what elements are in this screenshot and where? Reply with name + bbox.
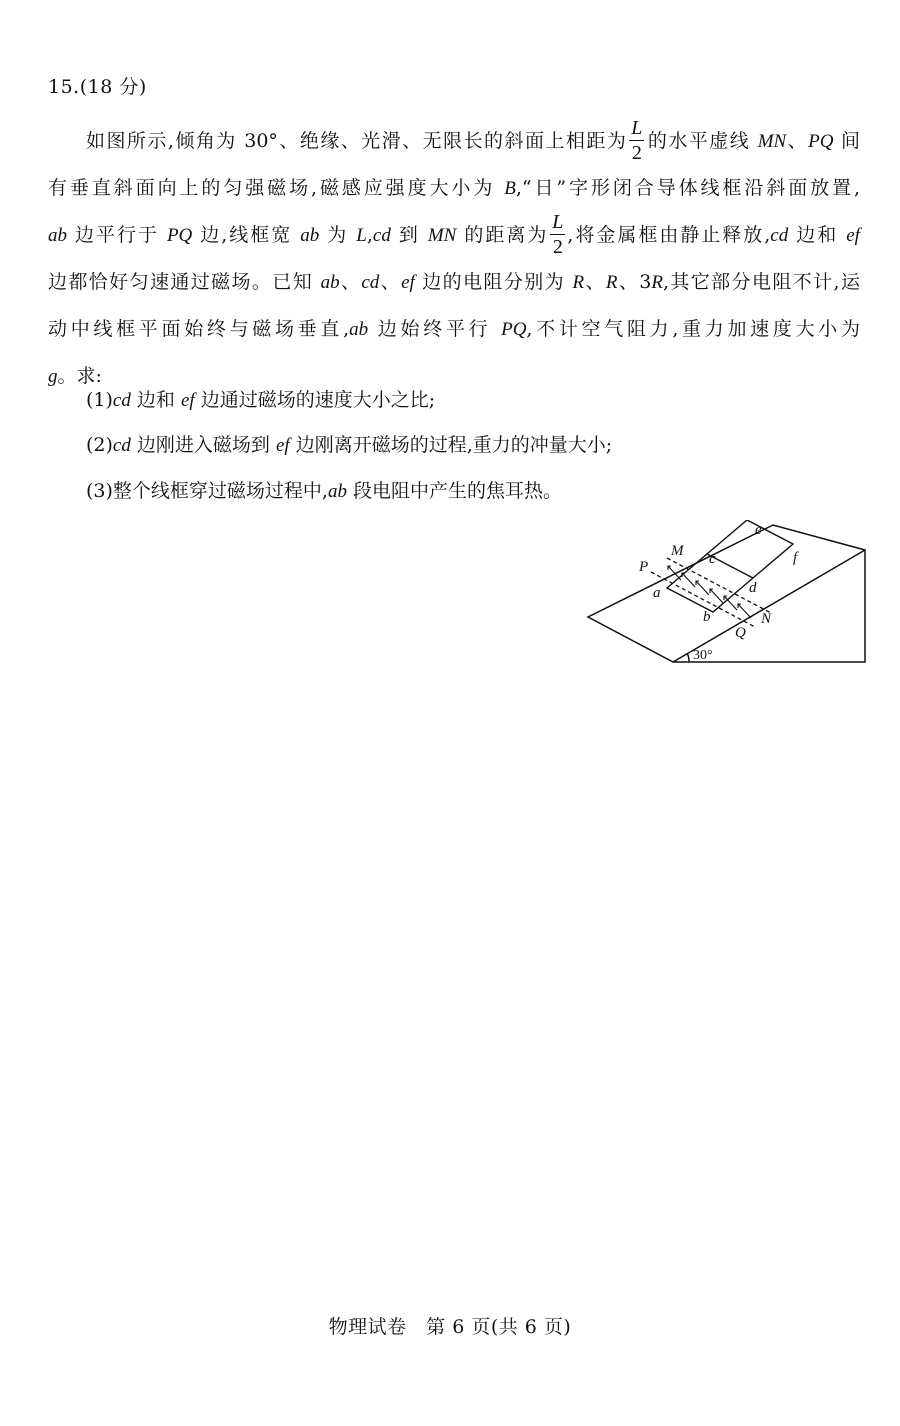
question-stem bbox=[48, 118, 860, 400]
var-cd: cd bbox=[770, 225, 789, 246]
text: ,不计空气阻力,重力加速度大小为 bbox=[526, 318, 860, 340]
var-ef: ef bbox=[275, 435, 290, 456]
incline-magnetic-field-figure bbox=[585, 520, 870, 665]
fraction-numerator: L bbox=[631, 116, 643, 139]
text: 有垂直斜面向上的匀强磁场,磁感应强度大小为 bbox=[48, 177, 505, 199]
text: 。求: bbox=[57, 365, 102, 387]
fraction-denominator: 2 bbox=[552, 235, 563, 258]
incline-outline bbox=[588, 525, 865, 662]
text: 到 bbox=[390, 224, 428, 246]
stem-line-2 bbox=[48, 165, 860, 212]
text: 边和 bbox=[788, 224, 847, 246]
text: (1) bbox=[86, 389, 113, 411]
text: , bbox=[366, 224, 373, 246]
label-d: d bbox=[749, 580, 757, 596]
text: 动中线框平面始终与磁场垂直, bbox=[48, 318, 350, 340]
text: 间 bbox=[833, 130, 860, 152]
text: 边和 bbox=[130, 389, 181, 411]
text: 边始终平行 bbox=[368, 318, 502, 340]
var-r: R bbox=[605, 272, 618, 293]
text: 边通过磁场的速度大小之比; bbox=[194, 389, 436, 411]
label-e: e bbox=[755, 522, 762, 538]
var-ef: ef bbox=[846, 225, 860, 246]
label-c: c bbox=[709, 551, 716, 567]
var-mn: MN bbox=[757, 131, 787, 152]
fraction-bar bbox=[550, 234, 565, 235]
var-ef: ef bbox=[180, 390, 195, 411]
var-pq: PQ bbox=[166, 225, 193, 246]
stem-line-5 bbox=[48, 306, 860, 353]
fraction-denominator: 2 bbox=[631, 141, 642, 164]
var-ab: ab bbox=[349, 319, 369, 340]
var-ab: ab bbox=[48, 225, 67, 246]
angle-arc bbox=[687, 653, 689, 662]
var-b: B bbox=[504, 178, 516, 199]
var-cd: cd bbox=[361, 272, 380, 293]
var-pq: PQ bbox=[501, 319, 527, 340]
var-ab: ab bbox=[300, 225, 320, 246]
text: 如图所示,倾角为 30°、绝缘、光滑、无限长的斜面上相距为 bbox=[86, 130, 628, 152]
label-n: N bbox=[761, 611, 772, 627]
text: (3)整个线框穿过磁场过程中, bbox=[86, 480, 328, 502]
text: 、 bbox=[379, 271, 402, 293]
stem-line-1 bbox=[48, 118, 860, 165]
text: 、 bbox=[786, 130, 809, 152]
text: 边都恰好匀速通过磁场。已知 bbox=[48, 271, 321, 293]
var-cd: cd bbox=[112, 390, 131, 411]
sub-question-3 bbox=[86, 476, 562, 503]
stem-line-3 bbox=[48, 212, 860, 259]
var-r: R bbox=[572, 272, 585, 293]
label-a: a bbox=[653, 585, 661, 601]
var-ab: ab bbox=[320, 272, 340, 293]
var-r: R bbox=[651, 272, 663, 293]
var-cd: cd bbox=[112, 435, 131, 456]
text: 边刚进入磁场到 bbox=[130, 434, 276, 456]
var-ab: ab bbox=[327, 481, 347, 502]
stem-line-4 bbox=[48, 259, 860, 306]
label-b: b bbox=[703, 609, 711, 625]
text: 边刚离开磁场的过程,重力的冲量大小; bbox=[289, 434, 613, 456]
var-g: g bbox=[48, 366, 58, 387]
question-number-score: 15.(18 分) bbox=[48, 76, 147, 98]
sub-question-2 bbox=[86, 430, 612, 457]
page-footer: 物理试卷 第 6 页(共 6 页) bbox=[328, 1316, 572, 1338]
text: 段电阻中产生的焦耳热。 bbox=[346, 480, 563, 502]
var-mn: MN bbox=[427, 225, 457, 246]
text: ,“日”字形闭合导体线框沿斜面放置, bbox=[515, 177, 860, 199]
var-cd: cd bbox=[372, 225, 391, 246]
var-l: L bbox=[356, 225, 367, 246]
var-ef: ef bbox=[401, 272, 415, 293]
label-m: M bbox=[671, 543, 684, 559]
text: 边,线框宽 bbox=[192, 224, 301, 246]
text: 边平行于 bbox=[67, 224, 167, 246]
sub-question-1 bbox=[86, 385, 435, 412]
text: 边的电阻分别为 bbox=[414, 271, 573, 293]
fraction-bar bbox=[629, 140, 644, 141]
fraction-l-over-2 bbox=[629, 118, 644, 163]
text: ,其它部分电阻不计,运 bbox=[662, 271, 860, 293]
fraction-numerator: L bbox=[552, 210, 564, 233]
label-angle-30: 30° bbox=[693, 648, 713, 663]
text: 为 bbox=[319, 224, 357, 246]
label-p: P bbox=[639, 559, 649, 575]
text: 、 bbox=[584, 271, 606, 293]
text: 的距离为 bbox=[456, 224, 549, 246]
label-q: Q bbox=[735, 625, 746, 641]
text: 、 bbox=[339, 271, 362, 293]
text: 、3 bbox=[617, 271, 652, 293]
text: 的水平虚线 bbox=[646, 130, 758, 152]
fraction-l-over-2 bbox=[550, 212, 565, 257]
text: ,将金属框由静止释放, bbox=[567, 224, 771, 246]
var-pq: PQ bbox=[808, 131, 834, 152]
text: (2) bbox=[86, 434, 113, 456]
label-f: f bbox=[793, 550, 798, 566]
